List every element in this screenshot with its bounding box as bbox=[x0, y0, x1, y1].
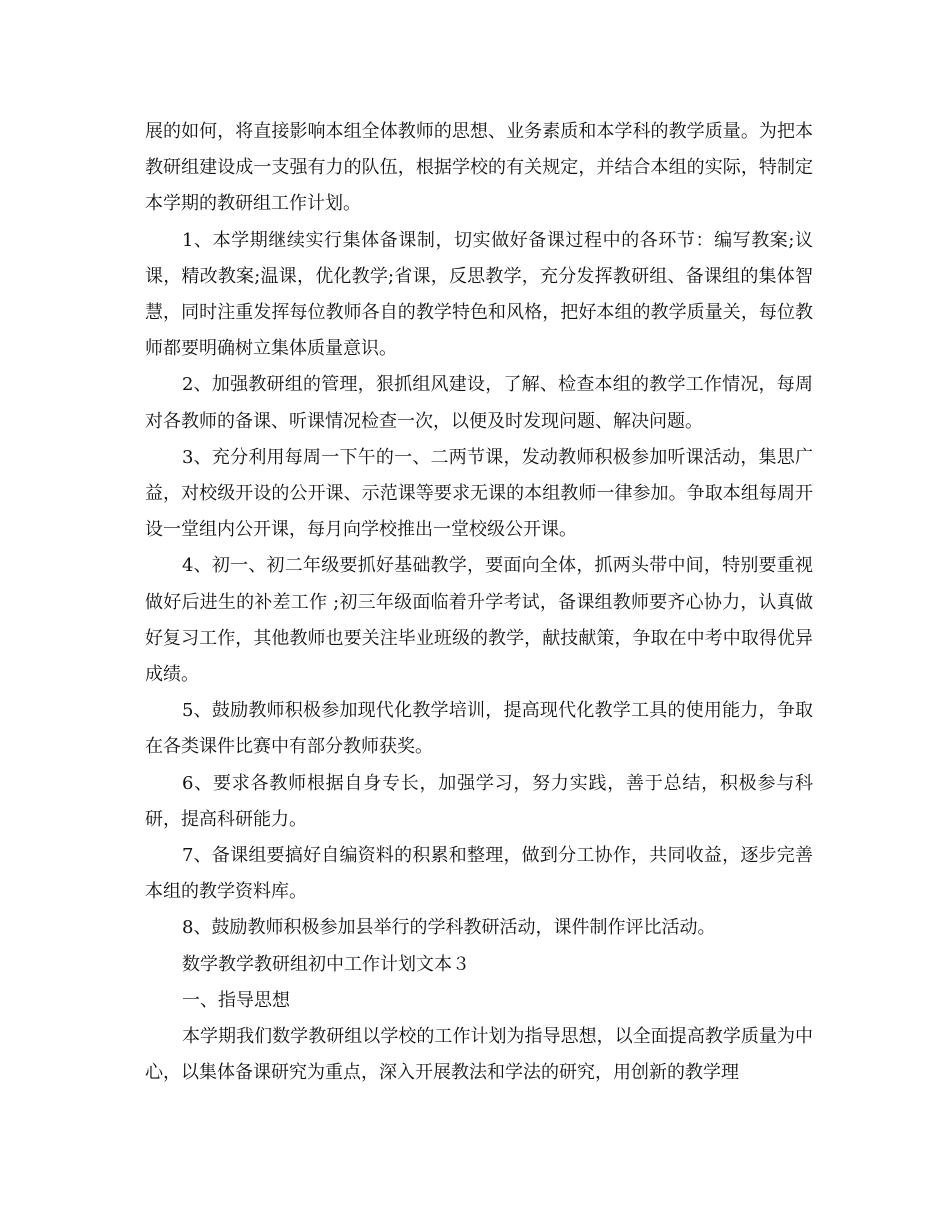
document-body bbox=[145, 114, 813, 1091]
paragraph-guiding-ideology: 本学期我们数学教研组以学校的工作计划为指导思想，以全面提高教学质量为中心，以集体备课研究为重点，深入开展教法和学法的研究，用创新的教学理 bbox=[145, 1026, 813, 1084]
paragraph-item-2: 2、加强教研组的管理，狠抓组风建设，了解、检查本组的教学工作情况，每周对各教师的备课、听课情况检查一次，以便及时发现问题、解决问题。 bbox=[145, 374, 813, 432]
paragraph-item-1: 1、本学期继续实行集体备课制，切实做好备课过程中的各环节：编写教案;议课，精改教案;温课，优化教学;省课，反思教学，充分发挥教研组、备课组的集体智慧，同时注重发挥每位教师各自的教学特色和风格，把好本组的教学质量关，每位教师都要明确树立集体质量意识。 bbox=[145, 229, 813, 360]
paragraph-item-8: 8、鼓励教师积极参加县举行的学科教研活动，课件制作评比活动。 bbox=[182, 917, 716, 939]
paragraph-continuation: 展的如何，将直接影响本组全体教师的思想、业务素质和本学科的教学质量。为把本教研组建设成一支强有力的队伍，根据学校的有关规定，并结合本组的实际，特制定本学期的教研组工作计划。 bbox=[145, 121, 813, 215]
section-title: 数学教学教研组初中工作计划文本３ bbox=[182, 953, 470, 975]
section-heading: 一、指导思想 bbox=[182, 989, 290, 1011]
paragraph-item-5: 5、鼓励教师积极参加现代化教学培训，提高现代化教学工具的使用能力，争取在各类课件比赛中有部分教师获奖。 bbox=[145, 700, 813, 758]
paragraph-item-4: 4、初一、初二年级要抓好基础教学，要面向全体，抓两头带中间，特别要重视做好后进生的补差工作 ;初三年级面临着升学考试，备课组教师要齐心协力，认真做好复习工作，其他教师也要关注毕业班级的教学，献技献策，争取在中考中取得优异成绩。 bbox=[145, 555, 813, 686]
paragraph-item-3: 3、充分利用每周一下午的一、二两节课，发动教师积极参加听课活动，集思广益，对校级开设的公开课、示范课等要求无课的本组教师一律参加。争取本组每周开设一堂组内公开课，每月向学校推出一堂校级公开课。 bbox=[145, 446, 813, 541]
paragraph-item-6: 6、要求各教师根据自身专长，加强学习，努力实践，善于总结，积极参与科研，提高科研能力。 bbox=[145, 772, 813, 830]
paragraph-item-7: 7、备课组要搞好自编资料的积累和整理，做到分工协作，共同收益，逐步完善本组的教学资料库。 bbox=[145, 845, 813, 903]
